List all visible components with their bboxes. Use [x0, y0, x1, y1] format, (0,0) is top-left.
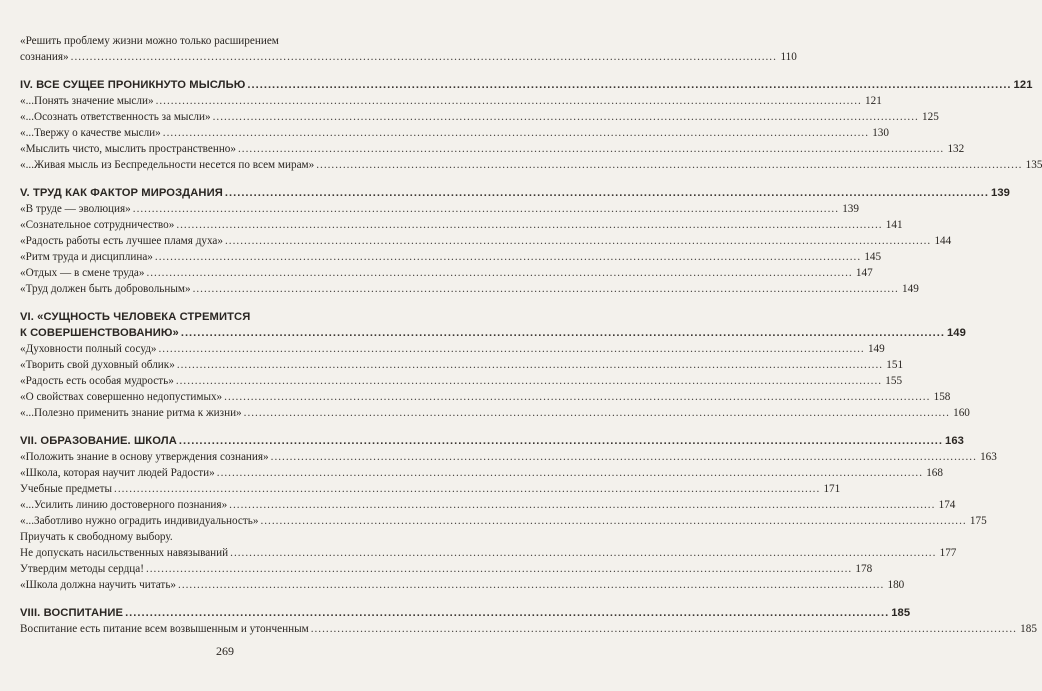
toc-entry-page: 178: [855, 563, 873, 575]
dot-leader: [238, 141, 944, 157]
toc-entry-title: «Духовности полный сосуд»: [20, 343, 157, 355]
toc-entry: [20, 125, 889, 141]
toc-entry-title: «...Живая мысль из Беспредельности несется по всем мирам»: [20, 159, 315, 171]
toc-entry: [20, 157, 1042, 173]
toc-entry-page: 132: [947, 143, 965, 155]
toc-entry-page: 171: [823, 483, 841, 495]
toc-entry-title: «Решить проблему жизни можно только расширением: [20, 35, 279, 47]
toc-entry-title: «Положить знание в основу утверждения сознания»: [20, 451, 269, 463]
toc-entry: [20, 341, 885, 357]
dot-leader: [260, 513, 966, 529]
toc-entry-page: 121: [1013, 79, 1033, 91]
toc-entry-page: 185: [891, 607, 911, 619]
dot-leader: [146, 265, 852, 281]
section-gap: [20, 593, 404, 605]
toc-entry-page: 151: [886, 359, 904, 371]
dot-leader: [159, 341, 865, 357]
toc-entry-page: 163: [945, 435, 964, 447]
toc-entry-title: «Радость есть особая мудрость»: [20, 375, 174, 387]
toc-section-heading: [20, 433, 964, 449]
toc-entry-title: «Ритм труда и дисциплина»: [20, 251, 153, 263]
toc-entry: [20, 201, 859, 217]
toc-entry-title: «Школа, которая научит людей Радости»: [20, 467, 215, 479]
dot-leader: [146, 561, 852, 577]
dot-leader: [244, 405, 950, 421]
toc-entry-page: 135: [1025, 159, 1042, 171]
toc-entry: [20, 49, 797, 65]
dot-leader: [176, 373, 882, 389]
toc-entry: [20, 481, 841, 497]
toc-entry: [20, 465, 943, 481]
toc-entry-page: 149: [902, 283, 919, 295]
toc-entry: [20, 217, 903, 233]
toc-entry-page: 149: [867, 343, 885, 355]
toc-entry: [20, 33, 404, 49]
toc-entry-title: «...Заботливо нужно оградить индивидуальность»: [20, 515, 259, 527]
toc-entry-title: «...Усилить линию достоверного познания»: [20, 499, 228, 511]
toc-entry: [20, 141, 965, 157]
page-number: 269: [216, 644, 234, 658]
toc-section-heading: [20, 185, 1010, 201]
toc-entry-page: 177: [939, 547, 957, 559]
toc-entry-title: VI. «СУЩНОСТЬ ЧЕЛОВЕКА СТРЕМИТСЯ: [20, 311, 251, 323]
toc-entry-title: V. ТРУД КАК ФАКТОР МИРОЗДАНИЯ: [20, 187, 223, 199]
toc-entry-title: «...Осознать ответственность за мысли»: [20, 111, 211, 123]
toc-entry-title: сознания»: [20, 51, 69, 63]
dot-leader: [179, 433, 943, 449]
dot-leader: [71, 49, 777, 65]
toc-section-heading: [20, 77, 1033, 93]
toc-entry: [20, 449, 997, 465]
dot-leader: [213, 109, 919, 125]
toc-entry-page: 130: [872, 127, 889, 139]
toc-entry-title: Не допускать насильственных навязываний: [20, 547, 229, 559]
toc-entry-title: «О свойствах совершенно недопустимых»: [20, 391, 223, 403]
toc-entry-page: 174: [938, 499, 956, 511]
dot-leader: [230, 545, 936, 561]
toc-entry: [20, 561, 873, 577]
toc-entry-title: «...Полезно применить знание ритма к жизни»: [20, 407, 242, 419]
toc-entry-page: 144: [934, 235, 952, 247]
dot-leader: [247, 77, 1011, 93]
toc-entry-page: 121: [865, 95, 882, 107]
toc-section-heading: [20, 309, 404, 325]
toc-entry: [20, 577, 905, 593]
toc-entry-page: 163: [980, 451, 997, 463]
toc-entry: [20, 529, 404, 545]
toc-entry-title: «Мыслить чисто, мыслить пространственно»: [20, 143, 236, 155]
toc-entry-page: 149: [946, 327, 966, 339]
dot-leader: [225, 233, 931, 249]
toc-section-heading: [20, 325, 966, 341]
toc-entry: [20, 389, 951, 405]
toc-entry: [20, 233, 952, 249]
toc-entry: [20, 249, 882, 265]
toc-entry-page: 141: [885, 219, 903, 231]
dot-leader: [181, 325, 945, 341]
toc-entry: [20, 513, 987, 529]
toc-entry: [20, 93, 882, 109]
dot-leader: [163, 125, 869, 141]
dot-leader: [114, 481, 820, 497]
toc-entry: [20, 545, 957, 561]
toc-section-heading: [20, 605, 911, 621]
toc-entry-page: 180: [887, 579, 905, 591]
toc-entry-page: 125: [922, 111, 939, 123]
dot-leader: [155, 249, 861, 265]
toc-entry-page: 145: [864, 251, 882, 263]
toc-entry-title: «Труд должен быть добровольным»: [20, 283, 191, 295]
toc-entry-title: «...Понять значение мысли»: [20, 95, 154, 107]
section-gap: [20, 421, 404, 433]
toc-entry-page: 139: [991, 187, 1010, 199]
toc-entry-page: 168: [926, 467, 943, 479]
toc-entry-title: «...Твержу о качестве мысли»: [20, 127, 161, 139]
toc-entry: [20, 357, 904, 373]
toc-entry-page: 155: [885, 375, 903, 387]
toc-entry-title: «Сознательное сотрудничество»: [20, 219, 175, 231]
dot-leader: [311, 621, 1017, 637]
toc-entry-title: «Радость работы есть лучшее пламя духа»: [20, 235, 223, 247]
toc-entry-title: «Отдых — в смене труда»: [20, 267, 145, 279]
section-gap: [20, 173, 404, 185]
toc-entry-page: 185: [1020, 623, 1037, 635]
toc-entry-title: Утвердим методы сердца!: [20, 563, 144, 575]
toc-entry-title: IV. ВСЕ СУЩЕЕ ПРОНИКНУТО МЫСЛЬЮ: [20, 79, 246, 91]
toc-entry-title: Учебные предметы: [20, 483, 113, 495]
dot-leader: [125, 605, 889, 621]
toc-entry-page: 147: [855, 267, 873, 279]
toc-entry-title: Приучать к свободному выбору.: [20, 531, 173, 543]
toc-entry: [20, 373, 903, 389]
dot-leader: [229, 497, 935, 513]
dot-leader: [225, 185, 989, 201]
toc-entry: [20, 281, 919, 297]
toc-entry-page: 139: [842, 203, 859, 215]
toc-entry-title: «Творить свой духовный облик»: [20, 359, 175, 371]
toc-entry-title: «Школа должна научить читать»: [20, 579, 177, 591]
toc-entry-title: «В труде — эволюция»: [20, 203, 131, 215]
toc-entry-page: 158: [933, 391, 951, 403]
toc-entry: [20, 497, 956, 513]
toc-entry: [20, 621, 1037, 637]
dot-leader: [178, 577, 884, 593]
table-of-contents: [20, 33, 1042, 637]
toc-entry: [20, 405, 970, 421]
dot-leader: [217, 465, 923, 481]
dot-leader: [193, 281, 899, 297]
toc-entry-page: 160: [953, 407, 970, 419]
dot-leader: [271, 449, 977, 465]
toc-entry-page: 110: [780, 51, 797, 63]
toc-entry-title: К СОВЕРШЕНСТВОВАНИЮ»: [20, 327, 179, 339]
toc-entry-title: VII. ОБРАЗОВАНИЕ. ШКОЛА: [20, 435, 177, 447]
dot-leader: [177, 357, 883, 373]
dot-leader: [176, 217, 882, 233]
dot-leader: [133, 201, 839, 217]
toc-entry-title: Воспитание есть питание всем возвышенным и утонченным: [20, 623, 309, 635]
toc-entry-title: VIII. ВОСПИТАНИЕ: [20, 607, 124, 619]
toc-entry: [20, 265, 873, 281]
section-gap: [20, 65, 404, 77]
section-gap: [20, 297, 404, 309]
dot-leader: [316, 157, 1022, 173]
dot-leader: [156, 93, 862, 109]
toc-entry-page: 175: [969, 515, 987, 527]
dot-leader: [224, 389, 930, 405]
toc-entry: [20, 109, 939, 125]
